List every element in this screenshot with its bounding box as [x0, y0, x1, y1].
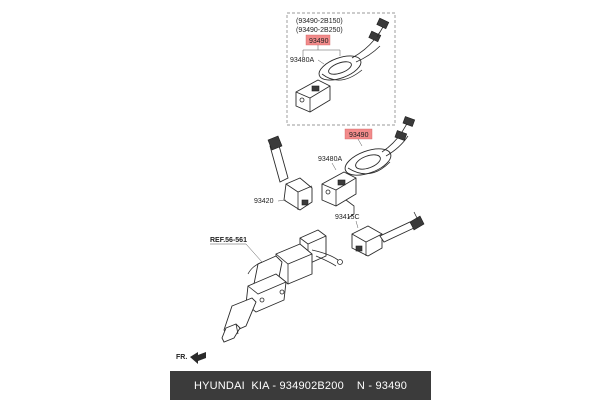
angle-sensor-mid	[322, 172, 356, 218]
combination-switch-right	[352, 212, 424, 256]
steering-column	[222, 230, 343, 342]
angle-sensor-top	[296, 80, 330, 112]
front-arrow-icon	[190, 352, 206, 364]
footer-catalog-code: N - 93490	[356, 379, 408, 392]
front-label: FR.	[176, 354, 188, 361]
part-label-93480a-mid: 93480A	[318, 156, 343, 163]
part-label-93490-mid: 93490	[349, 132, 369, 139]
part-label-93480a-top: 93480A	[290, 57, 315, 64]
clock-spring-mid	[342, 116, 415, 180]
part-label-93490-top: 93490	[309, 38, 329, 45]
footer-spacer	[344, 380, 357, 392]
alt-part-number-2: (93490-2B250)	[296, 27, 343, 34]
part-label-93420: 93420	[254, 198, 274, 205]
alt-part-number-1: (93490-2B150)	[296, 18, 343, 25]
ref-label: REF.56-561	[210, 237, 247, 244]
footer-bar	[170, 371, 431, 400]
part-label-93415c: 93415C	[335, 214, 360, 221]
combination-switch-left	[268, 136, 312, 210]
footer-brand-part-number: HYUNDAI KIA - 934902B200	[193, 379, 344, 392]
